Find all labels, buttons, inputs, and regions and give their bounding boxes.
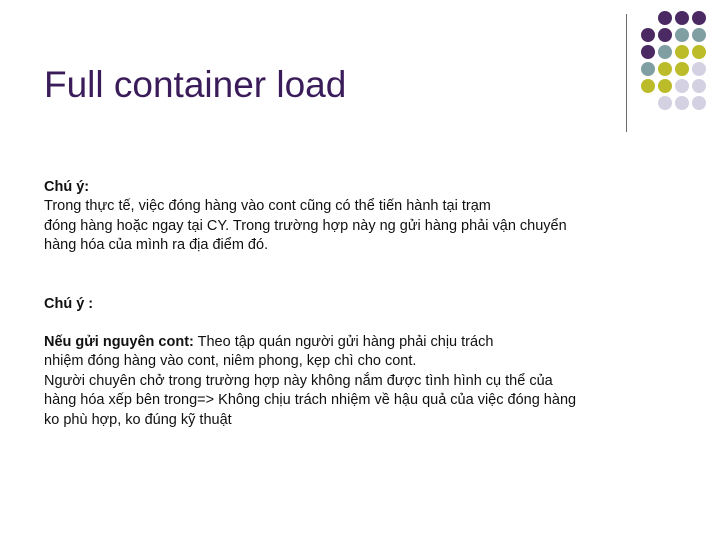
decorative-dot <box>641 79 655 93</box>
note-2-line-3: hàng hóa xếp bên trong=> Không chịu trách nhiệm về hậu quả của việc đóng hàng <box>44 392 577 409</box>
decorative-dot <box>658 79 672 93</box>
decorative-dot <box>675 45 689 59</box>
decorative-dot <box>675 11 689 25</box>
decorative-dot <box>675 62 689 76</box>
title-divider-line <box>626 14 627 132</box>
decorative-dot <box>658 45 672 59</box>
decorative-dot <box>692 62 706 76</box>
spacer <box>44 314 694 333</box>
note-1-line-2: đóng hàng hoặc ngay tại CY. Trong trường hợp này ng gửi hàng phải vận chuyển <box>44 217 567 234</box>
note-2-lead <box>44 333 694 352</box>
decorative-dot <box>675 96 689 110</box>
slide-body <box>44 178 694 430</box>
decorative-dot <box>675 28 689 42</box>
note-2-line-4: ko phù hợp, ko đúng kỹ thuật <box>44 411 232 428</box>
decorative-dot <box>692 11 706 25</box>
note-1-heading: Chú ý: <box>44 179 90 195</box>
note-2-line-2: Người chuyên chở trong trường hợp này không nắm được tình hình cụ thể của <box>44 372 553 389</box>
decorative-dot <box>675 79 689 93</box>
decorative-dot <box>641 45 655 59</box>
decorative-dot <box>692 79 706 93</box>
slide-title: Full container load <box>44 64 347 105</box>
decorative-dot <box>658 11 672 25</box>
note-1-line-1: Trong thực tế, việc đóng hàng vào cont cũng có thể tiến hành tại trạm <box>44 198 491 215</box>
note-2-heading: Chú ý : <box>44 295 94 312</box>
note-2-lead-bold: Nếu gửi nguyên cont: <box>44 334 194 351</box>
decorative-dot <box>658 96 672 110</box>
note-1-line-3: hàng hóa của mình ra địa điểm đó. <box>44 237 269 254</box>
decorative-dot <box>692 28 706 42</box>
note-2-line-1: nhiệm đóng hàng vào cont, niêm phong, kẹp chì cho cont. <box>44 353 417 370</box>
decorative-dot <box>692 45 706 59</box>
decorative-dot <box>658 62 672 76</box>
spacer <box>44 256 694 295</box>
decorative-dot-grid <box>640 10 720 128</box>
note-2-lead-rest: Theo tập quán người gửi hàng phải chịu trách <box>193 334 494 351</box>
decorative-dot <box>641 28 655 42</box>
decorative-dot <box>658 28 672 42</box>
decorative-dot <box>641 62 655 76</box>
decorative-dot <box>692 96 706 110</box>
